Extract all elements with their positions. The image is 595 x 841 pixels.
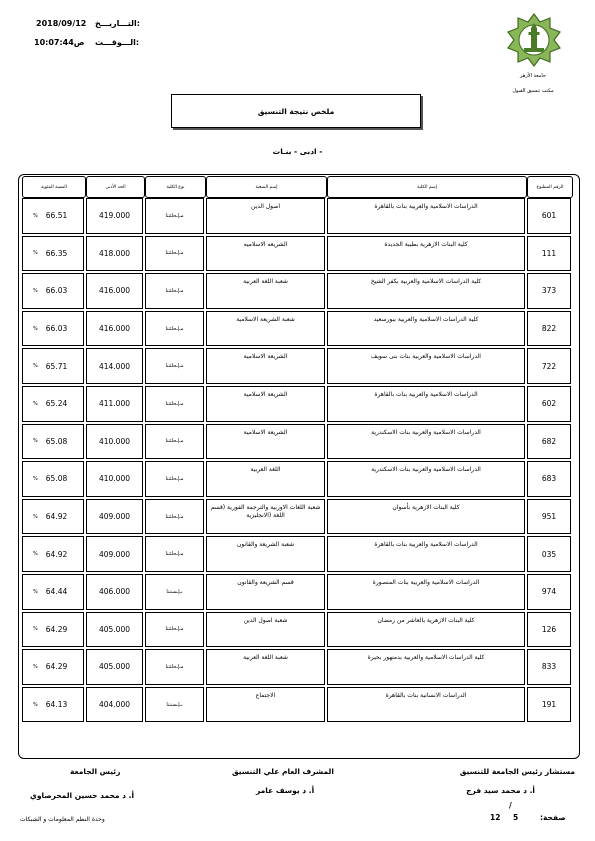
university-name: جامعة الأزهر xyxy=(519,73,547,79)
percent-value: 65.08 xyxy=(45,474,68,484)
cell-type: مـإـحلئتنا xyxy=(145,536,204,572)
cell-type: ىـإـسنتنا xyxy=(145,574,204,610)
cell-pct xyxy=(22,574,84,610)
cell-branch: شعبة اللغات الاوربية والترجمة الفورية (قسم اللغة (الانجليزية xyxy=(206,499,325,535)
cell-pct xyxy=(22,236,84,272)
cell-pct xyxy=(22,386,84,422)
cell-min: 419.000 xyxy=(86,198,143,234)
cell-min: 410.000 xyxy=(86,424,143,460)
cell-pct xyxy=(22,461,84,497)
percent-sign: % xyxy=(33,400,38,407)
cell-min: 416.000 xyxy=(86,311,143,347)
cell-code: 822 xyxy=(527,311,571,347)
cell-branch: شعبة اصول الدين xyxy=(206,612,325,648)
cell-college: الدراسات الاسلامية والعربية بنات المنصورة xyxy=(327,574,525,610)
cell-pct xyxy=(22,649,84,685)
cell-branch: قسم الشريعة والقانون xyxy=(206,574,325,610)
percent-value: 66.03 xyxy=(45,324,68,334)
percent-value: 64.13 xyxy=(45,700,68,710)
cell-college: الدراسات الاسلامية والعربية بنات الاسكندرية xyxy=(327,424,525,460)
time-label: الـــوقـــت: xyxy=(95,38,140,47)
cell-college: الدراسات الاسلامية والعربية بنات بنى سويف xyxy=(327,348,525,384)
cell-branch: اصول الدين xyxy=(206,198,325,234)
cell-college: كلية البنات الازهرية بالعاشر من رمضان xyxy=(327,612,525,648)
cell-code: 035 xyxy=(527,536,571,572)
cell-code: 191 xyxy=(527,687,571,723)
col-header-min: الحد الأدنى xyxy=(86,176,145,198)
cell-branch: الشريعه الاسلاميه xyxy=(206,236,325,272)
cell-min: 406.000 xyxy=(86,574,143,610)
signature-title-coordination: مستشار رئيس الجامعة للتنسيق xyxy=(459,767,575,776)
signature-name-president: أ. د محمد حسين المحرصاوي xyxy=(30,791,135,800)
percent-sign: % xyxy=(33,701,38,708)
percent-value: 66.35 xyxy=(45,248,68,258)
col-header-pct: النسبة المئوية xyxy=(22,176,86,198)
cell-min: 414.000 xyxy=(86,348,143,384)
col-header-college: إسم الكلية xyxy=(327,176,527,198)
cell-code: 602 xyxy=(527,386,571,422)
cell-branch: شعبة اللغة العربية xyxy=(206,649,325,685)
signature-name-supervisor: أ. د يوسف عامر xyxy=(256,786,315,795)
page-label: صفحة: xyxy=(540,813,566,822)
page-current: 5 xyxy=(513,813,519,822)
percent-sign: % xyxy=(33,626,38,633)
cell-branch: الشريعة الاسلامية xyxy=(206,424,325,460)
cell-type: مـإـحلئتنا xyxy=(145,273,204,309)
percent-sign: % xyxy=(33,475,38,482)
cell-type: مـإـحلئتنا xyxy=(145,612,204,648)
cell-code: 951 xyxy=(527,499,571,535)
percent-value: 66.03 xyxy=(45,286,68,296)
cell-branch: الشريعة الاسلامية xyxy=(206,348,325,384)
cell-min: 409.000 xyxy=(86,536,143,572)
cell-code: 974 xyxy=(527,574,571,610)
date-value: 2018/09/12 xyxy=(36,19,87,28)
cell-type: مـإـحلئتنا xyxy=(145,424,204,460)
signature-name-coordination: أ. د محمد سيد فرج xyxy=(466,786,535,795)
cell-college: الدراسات الانسانية بنات بالقاهرة xyxy=(327,687,525,723)
cell-college: كلية الدراسات الاسلامية والعربية ببورسعيد xyxy=(327,311,525,347)
cell-branch: شعبة الشريعة والقانون xyxy=(206,536,325,572)
cell-pct xyxy=(22,499,84,535)
percent-value: 65.24 xyxy=(45,399,68,409)
cell-type: مـإـحلئتنا xyxy=(145,236,204,272)
cell-type: مـإـحلئتنا xyxy=(145,311,204,347)
university-logo xyxy=(506,12,562,68)
cell-college: كلية الدراسات الاسلامية والعربية بدمنهور بحيرة xyxy=(327,649,525,685)
cell-type: ىـإـسنتنا xyxy=(145,687,204,723)
cell-min: 409.000 xyxy=(86,499,143,535)
cell-min: 418.000 xyxy=(86,236,143,272)
cell-code: 683 xyxy=(527,461,571,497)
col-header-branch: إسم الشعبة xyxy=(206,176,327,198)
unit-name: وحدة النظم المعلومات و الشبكات xyxy=(20,816,105,823)
cell-college: الدراسات الاسلامية والعربية بنات بالقاهرة xyxy=(327,198,525,234)
cell-pct xyxy=(22,424,84,460)
percent-sign: % xyxy=(33,551,38,558)
signature-title-president: رئيس الجامعة xyxy=(70,767,121,776)
col-header-type: نوع الكلية xyxy=(145,176,206,198)
report-title: ملخص نتيجة التنسيق xyxy=(171,94,421,128)
cell-code: 111 xyxy=(527,236,571,272)
cell-code: 126 xyxy=(527,612,571,648)
time-value: ص10:07:44 xyxy=(34,38,85,47)
cell-branch: الشريعة الاسلامية xyxy=(206,386,325,422)
cell-branch: اللغة العربية xyxy=(206,461,325,497)
cell-pct xyxy=(22,311,84,347)
cell-min: 410.000 xyxy=(86,461,143,497)
cell-college: كلية الدراسات الاسلامية والعربية بكفر الشيخ xyxy=(327,273,525,309)
cell-pct xyxy=(22,198,84,234)
cell-type: مـإـحلئتنا xyxy=(145,461,204,497)
cell-min: 405.000 xyxy=(86,612,143,648)
cell-code: 722 xyxy=(527,348,571,384)
cell-code: 601 xyxy=(527,198,571,234)
cell-code: 682 xyxy=(527,424,571,460)
percent-value: 66.51 xyxy=(45,211,68,221)
cell-code: 833 xyxy=(527,649,571,685)
percent-value: 65.71 xyxy=(45,361,68,371)
percent-value: 64.92 xyxy=(45,549,68,559)
cell-min: 411.000 xyxy=(86,386,143,422)
percent-value: 64.92 xyxy=(45,512,68,522)
percent-value: 64.29 xyxy=(45,624,68,634)
page-separator: / xyxy=(509,801,512,810)
cell-min: 405.000 xyxy=(86,649,143,685)
percent-sign: % xyxy=(33,513,38,520)
cell-college: كلية البنات الازهرية بطيبة الجديدة xyxy=(327,236,525,272)
cell-min: 416.000 xyxy=(86,273,143,309)
percent-sign: % xyxy=(33,212,38,219)
cell-type: مـإـحلئتنا xyxy=(145,649,204,685)
cell-pct xyxy=(22,348,84,384)
cell-college: الدراسات الاسلامية والعربية بنات بالقاهرة xyxy=(327,386,525,422)
cell-type: مـإـحلئتنا xyxy=(145,499,204,535)
report-subtitle: - ادبى - بنـات xyxy=(272,147,323,156)
office-name: مكتب تنسيق القبول xyxy=(512,88,554,94)
cell-branch: شعبة اللغة العربية xyxy=(206,273,325,309)
percent-value: 64.44 xyxy=(45,587,68,597)
date-label: التـــاريـــخ: xyxy=(95,19,140,28)
percent-sign: % xyxy=(33,438,38,445)
signature-title-supervisor: المشرف العام علي التنسيق xyxy=(232,767,334,776)
cell-code: 373 xyxy=(527,273,571,309)
percent-sign: % xyxy=(33,363,38,370)
col-header-code: الرقم المطبوع xyxy=(527,176,573,198)
cell-type: مـإـحلئتنا xyxy=(145,198,204,234)
cell-branch: شعبة الشريعة الاسلامية xyxy=(206,311,325,347)
cell-college: الدراسات الاسلامية والعربية بنات الاسكندرية xyxy=(327,461,525,497)
cell-pct xyxy=(22,536,84,572)
cell-college: كلية البنات الازهرية بأسوان xyxy=(327,499,525,535)
cell-min: 404.000 xyxy=(86,687,143,723)
cell-pct xyxy=(22,612,84,648)
page-total: 12 xyxy=(490,813,501,822)
percent-sign: % xyxy=(33,250,38,257)
cell-college: الدراسات الاسلامية والعربية بنات بالقاهرة xyxy=(327,536,525,572)
cell-branch: الاجتماع xyxy=(206,687,325,723)
cell-pct xyxy=(22,687,84,723)
percent-sign: % xyxy=(33,287,38,294)
percent-value: 64.29 xyxy=(45,662,68,672)
cell-type: مـإـحلئتنا xyxy=(145,348,204,384)
percent-value: 65.08 xyxy=(45,436,68,446)
cell-type: مـإـحلئتنا xyxy=(145,386,204,422)
percent-sign: % xyxy=(33,588,38,595)
percent-sign: % xyxy=(33,325,38,332)
cell-pct xyxy=(22,273,84,309)
percent-sign: % xyxy=(33,663,38,670)
